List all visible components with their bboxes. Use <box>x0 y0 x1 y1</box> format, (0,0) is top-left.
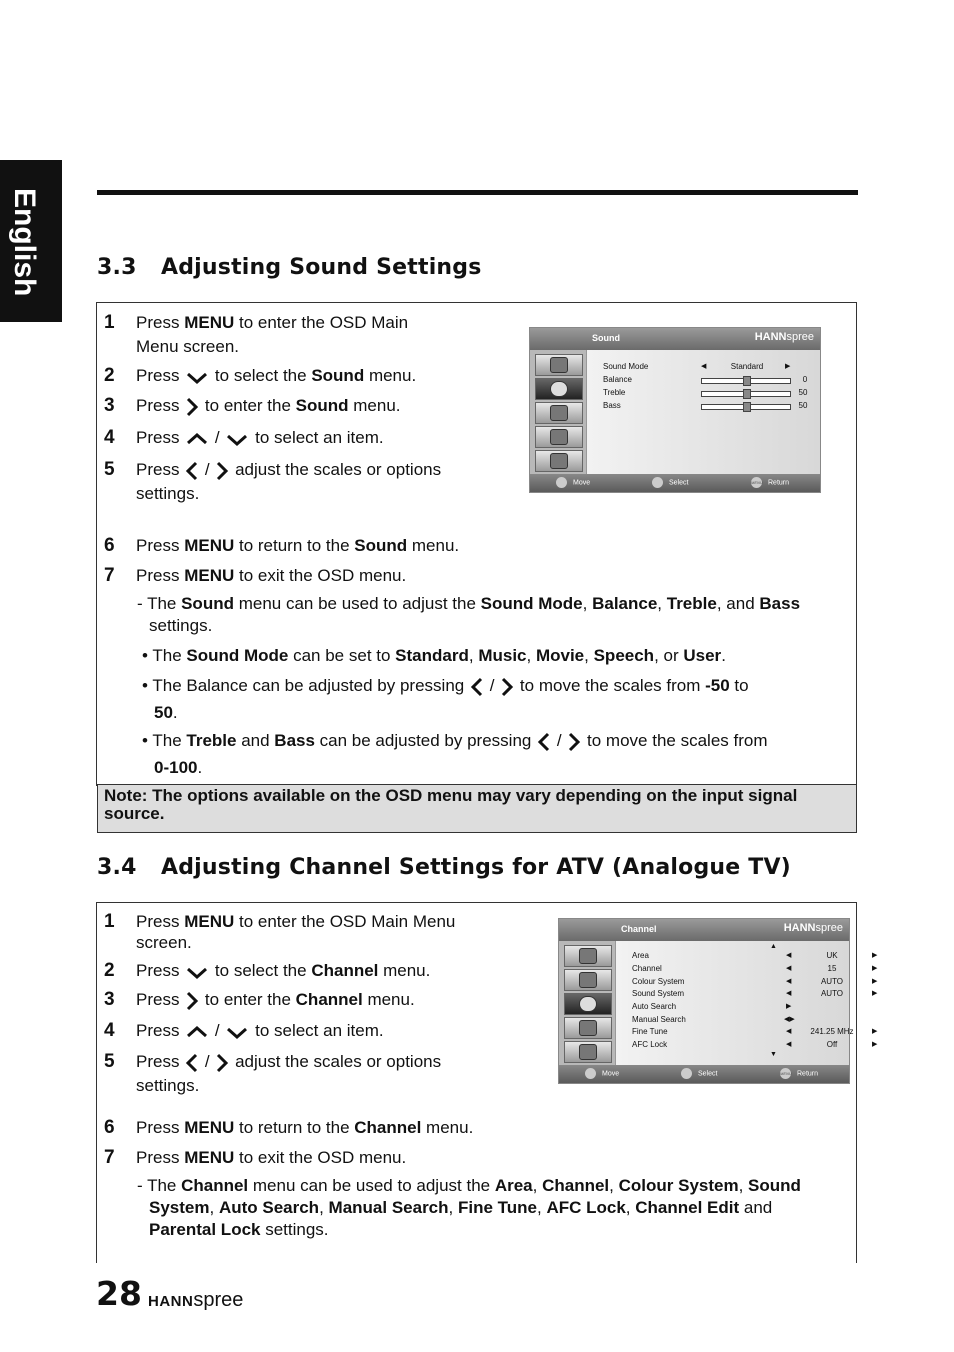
arrow-left-icon <box>184 460 200 482</box>
right-triangle-icon: ▶ <box>872 965 878 972</box>
arrow-right-icon <box>214 460 230 482</box>
osd-row-label: Area <box>632 951 649 960</box>
osd-row-label: Balance <box>603 375 632 384</box>
osd-menu-body <box>615 941 878 1065</box>
osd-note <box>97 784 857 833</box>
right-triangle-icon: ▶ <box>872 990 878 997</box>
arrow-right-icon <box>214 1052 230 1074</box>
move-hint: Move <box>556 477 590 488</box>
right-triangle-icon: ▶ <box>785 363 791 370</box>
left-triangle-icon: ◀ <box>701 363 707 370</box>
right-triangle-icon: ▶ <box>872 1041 878 1048</box>
osd-row-label: Colour System <box>632 977 685 986</box>
hannspree-logo: HANNspree <box>783 922 843 934</box>
hannspree-logo: HANNspree <box>148 1289 244 1311</box>
osd-row-value: 241.25 MHz <box>810 1027 854 1036</box>
arrow-right-icon <box>184 990 200 1012</box>
move-icon <box>556 477 567 488</box>
right-triangle-icon: ▶ <box>872 978 878 985</box>
osd-row-value: 50 <box>798 401 808 410</box>
select-icon <box>652 477 663 488</box>
section-number: 3.3 <box>97 255 137 280</box>
setup-menu-icon <box>535 426 583 448</box>
right-triangle-icon: ▶ <box>786 1003 792 1010</box>
osd-row-label: Channel <box>632 964 662 973</box>
left-triangle-icon: ◀ <box>786 952 792 959</box>
setup-menu-icon <box>564 1017 612 1039</box>
scroll-up-icon: ▲ <box>770 943 777 950</box>
osd-row-value: AUTO <box>820 989 844 998</box>
left-triangle-icon: ◀ <box>786 978 792 985</box>
treble-slider <box>701 391 791 397</box>
balance-slider <box>701 378 791 384</box>
picture-menu-icon <box>564 945 612 967</box>
arrow-down-icon <box>184 963 210 981</box>
menu-key-icon: MENU <box>751 477 762 488</box>
osd-row-label: Treble <box>603 388 626 397</box>
return-hint: MENU Return <box>751 477 789 488</box>
header-rule <box>97 190 858 195</box>
left-right-triangle-icon: ◀▶ <box>784 1016 795 1023</box>
osd-footer <box>530 474 820 492</box>
channel-menu-icon <box>535 402 583 424</box>
channel-menu-icon <box>564 993 612 1015</box>
select-hint: Select <box>681 1068 717 1079</box>
arrow-up-icon <box>184 430 210 448</box>
osd-title: Sound <box>592 333 620 343</box>
osd-menu-body <box>586 350 820 474</box>
feature-menu-icon <box>535 450 583 472</box>
arrow-down-icon <box>224 430 250 448</box>
arrow-left-icon <box>184 1052 200 1074</box>
section-heading: Adjusting Channel Settings for ATV (Analogue TV) <box>161 855 791 880</box>
picture-menu-icon <box>535 354 583 376</box>
osd-row-label: Auto Search <box>632 1002 677 1011</box>
arrow-up-icon <box>184 1023 210 1041</box>
osd-row-value: Standard <box>730 362 764 371</box>
arrow-down-icon <box>184 368 210 386</box>
left-triangle-icon: ◀ <box>786 990 792 997</box>
osd-row-value: Off <box>826 1040 838 1049</box>
balance-bullet: • The Balance can be adjusted by pressing / to move the scales from -50 to 50. <box>142 676 749 722</box>
osd-row-value: AUTO <box>820 977 844 986</box>
osd-row-value: 50 <box>798 388 808 397</box>
bass-slider <box>701 404 791 410</box>
osd-title: Channel <box>621 924 657 934</box>
osd-row-value: 0 <box>802 375 808 384</box>
left-triangle-icon: ◀ <box>786 1041 792 1048</box>
page-number: 28 <box>96 1274 142 1313</box>
feature-menu-icon <box>564 1041 612 1063</box>
osd-icon-column <box>559 941 615 1065</box>
section-number: 3.4 <box>97 855 137 880</box>
left-triangle-icon: ◀ <box>786 965 792 972</box>
osd-header <box>530 328 820 350</box>
select-icon <box>681 1068 692 1079</box>
return-hint: MENU Return <box>780 1068 818 1079</box>
osd-sound-screenshot <box>529 327 821 493</box>
channel-desc: - The Channel menu can be used to adjust the Area, Channel, Colour System, Sound System, Auto Search, Manual Search, Fine Tune, AFC Lock, Channel Edit and Parental Lock settings. <box>137 1176 801 1239</box>
note-text: Note: The options available on the OSD menu may vary depending on the input signal source. <box>104 786 798 823</box>
select-hint: Select <box>652 477 688 488</box>
hannspree-logo: HANNspree <box>754 331 814 343</box>
language-tab <box>0 160 62 322</box>
section-title-sound <box>97 255 482 280</box>
osd-row-label: Sound System <box>632 989 685 998</box>
treble-bass-bullet: • The Treble and Bass can be adjusted by pressing / to move the scales from 0-100. <box>142 731 768 777</box>
arrow-right-icon <box>499 676 515 698</box>
left-triangle-icon: ◀ <box>786 1028 792 1035</box>
arrow-right-icon <box>566 731 582 753</box>
osd-row-label: Bass <box>603 401 621 410</box>
move-hint: Move <box>585 1068 619 1079</box>
sound-menu-icon <box>535 378 583 400</box>
move-icon <box>585 1068 596 1079</box>
scroll-down-icon: ▼ <box>770 1051 777 1058</box>
osd-row-label: Manual Search <box>632 1015 686 1024</box>
section-title-channel <box>97 855 791 880</box>
arrow-left-icon <box>469 676 485 698</box>
osd-row-label: Fine Tune <box>632 1027 668 1036</box>
menu-key-icon: MENU <box>780 1068 791 1079</box>
osd-channel-screenshot <box>558 918 878 1084</box>
arrow-right-icon <box>184 396 200 418</box>
language-tab-label: English <box>8 188 41 297</box>
osd-header <box>559 919 849 941</box>
osd-row-label: Sound Mode <box>603 362 649 371</box>
osd-footer <box>559 1065 849 1083</box>
right-triangle-icon: ▶ <box>872 1028 878 1035</box>
osd-row-value: UK <box>826 951 838 960</box>
arrow-down-icon <box>224 1023 250 1041</box>
osd-icon-column <box>530 350 586 474</box>
arrow-left-icon <box>536 731 552 753</box>
section-heading: Adjusting Sound Settings <box>161 255 482 280</box>
sound-menu-icon <box>564 969 612 991</box>
sound-desc: - The Sound menu can be used to adjust the Sound Mode, Balance, Treble, and Bass settings. <box>137 594 801 635</box>
osd-row-value: 15 <box>827 964 837 973</box>
osd-row-label: AFC Lock <box>632 1040 668 1049</box>
sound-mode-bullet: • The Sound Mode can be set to Standard, Music, Movie, Speech, or User. <box>142 646 726 665</box>
right-triangle-icon: ▶ <box>872 952 878 959</box>
